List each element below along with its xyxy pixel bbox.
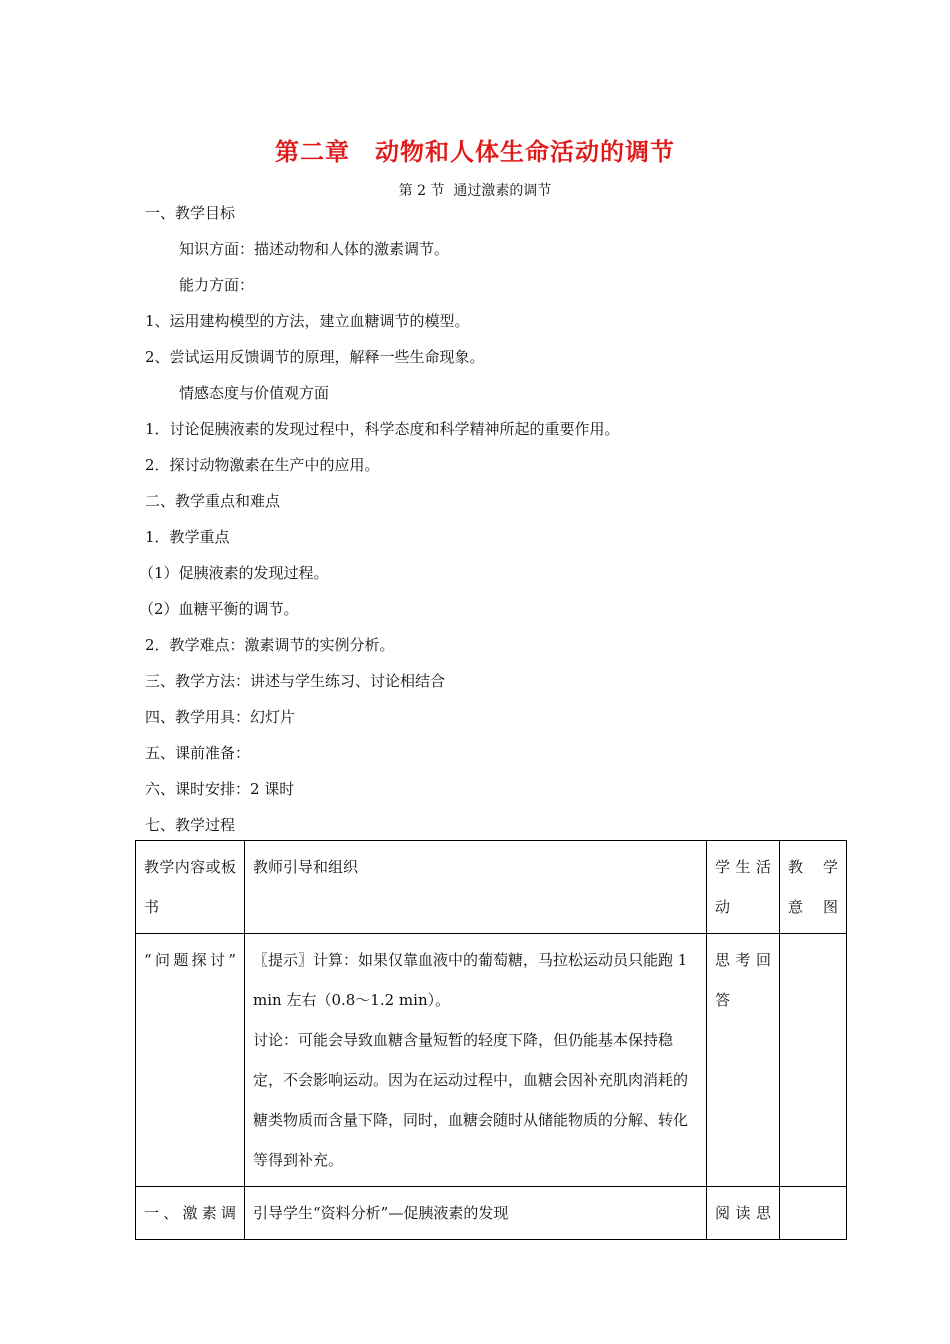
heading-objectives: 一、教学目标 <box>145 204 236 222</box>
heading-preparation: 五、课前准备： <box>145 744 251 762</box>
attitude-item-2: 2．探讨动物激素在生产中的应用。 <box>145 456 380 474</box>
heading-schedule: 六、课时安排：2 课时 <box>145 780 295 798</box>
heading-key-points: 二、教学重点和难点 <box>145 492 281 510</box>
table-row <box>136 934 847 1187</box>
ability-item-1: 1、运用建构模型的方法，建立血糖调节的模型。 <box>145 312 470 330</box>
row-activity: 阅读思 <box>707 1187 780 1240</box>
attitude-item-1: 1．讨论促胰液素的发现过程中，科学态度和科学精神所起的重要作用。 <box>145 420 620 438</box>
section-subtitle: 第 2 节 通过激素的调节 <box>398 183 552 199</box>
heading-process: 七、教学过程 <box>145 816 236 834</box>
row-guide-discussion: 讨论：可能会导致血糖含量短暂的轻度下降，但仍能基本保持稳定，不会影响运动。因为在运动过程中，血糖会因补充肌肉消耗的糖类物质而含量下降，同时，血糖会随时从储能物质的分解、转化等得到补充。 <box>253 1031 689 1169</box>
attitude-heading: 情感态度与价值观方面 <box>179 384 330 402</box>
header-activity: 学生活动 <box>707 841 780 934</box>
row-guide: 引导学生“资料分析”—促胰液素的发现 <box>245 1187 707 1240</box>
ability-heading: 能力方面： <box>179 276 255 294</box>
key-points-heading: 1．教学重点 <box>145 528 230 546</box>
header-content: 教学内容或板书 <box>136 841 245 934</box>
ability-item-2: 2、尝试运用反馈调节的原理，解释一些生命现象。 <box>145 348 485 366</box>
row-guide <box>245 934 707 1187</box>
table-row <box>136 1187 847 1240</box>
key-point-2: （2）血糖平衡的调节。 <box>139 600 299 618</box>
teaching-process-table <box>135 840 847 1240</box>
heading-methods: 三、教学方法：讲述与学生练习、讨论相结合 <box>145 672 446 690</box>
difficulty: 2．教学难点：激素调节的实例分析。 <box>145 636 395 654</box>
row-guide-hint: 〖提示〗计算：如果仅靠血液中的葡萄糖，马拉松运动员只能跑 1 min 左右（0.8～1.2 min）。 <box>253 951 688 1009</box>
header-intent: 教 学意图 <box>780 841 847 934</box>
row-activity: 思考回答 <box>707 934 780 1187</box>
row-intent <box>780 934 847 1187</box>
heading-tools: 四、教学用具：幻灯片 <box>145 708 296 726</box>
chapter-title: 第二章 动物和人体生命活动的调节 <box>275 138 675 166</box>
key-point-1: （1）促胰液素的发现过程。 <box>139 564 329 582</box>
row-intent <box>780 1187 847 1240</box>
table-header-row <box>136 841 847 934</box>
row-content: 一、激素调 <box>136 1187 245 1240</box>
header-guide: 教师引导和组织 <box>245 841 707 934</box>
knowledge-objective: 知识方面：描述动物和人体的激素调节。 <box>179 240 450 258</box>
row-content: “问题探讨” <box>136 934 245 1187</box>
